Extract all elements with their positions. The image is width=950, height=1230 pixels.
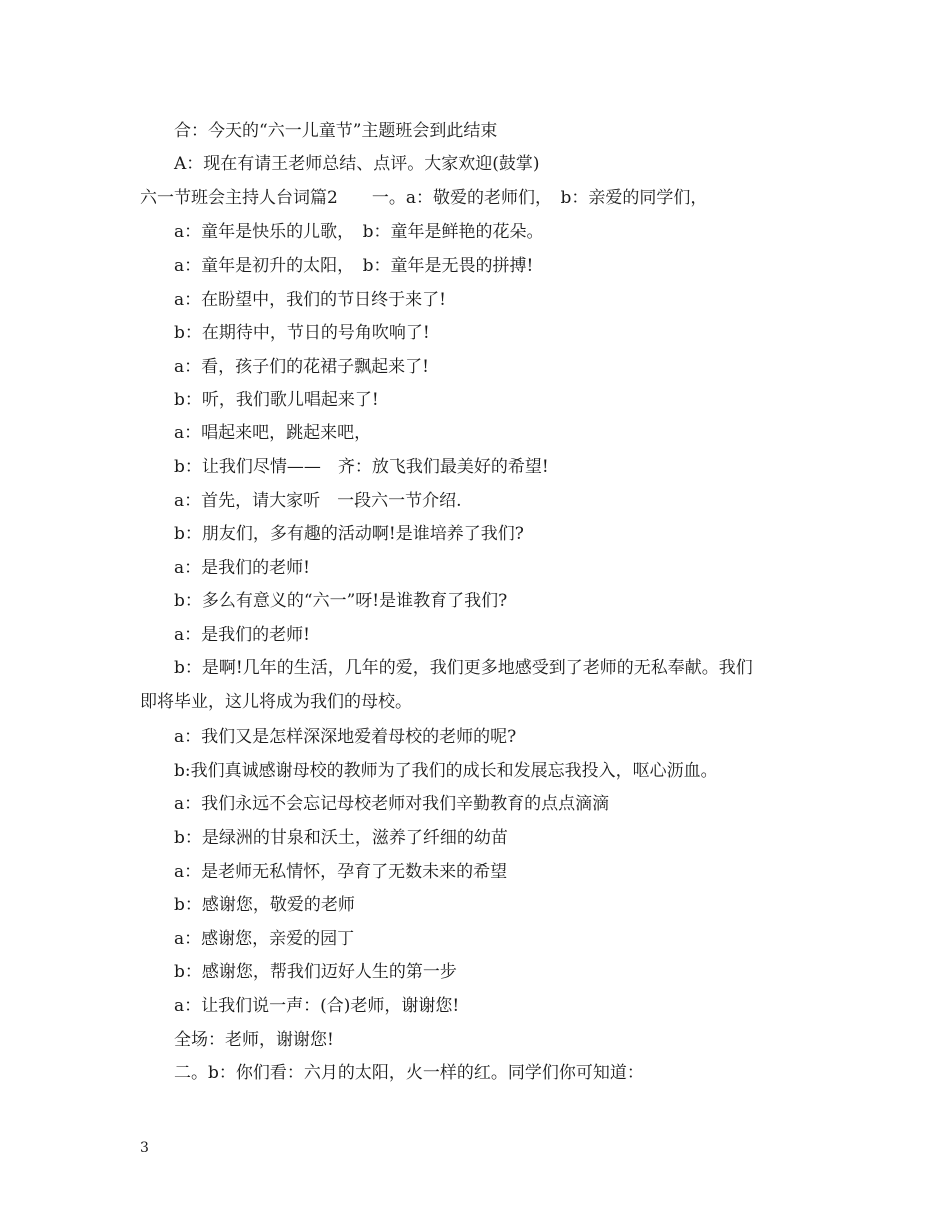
text-line: a：童年是初升的太阳， b：童年是无畏的拼搏!	[174, 256, 534, 276]
text-line: 二。b：你们看：六月的太阳，火一样的红。同学们你可知道：	[174, 1063, 644, 1083]
text-line: a：唱起来吧，跳起来吧，	[174, 423, 372, 443]
text-line: a：首先，请大家听 一段六一节介绍.	[174, 491, 462, 511]
text-line: a：感谢您，亲爱的园丁	[174, 929, 355, 949]
text-line: b：让我们尽情—— 齐：放飞我们最美好的希望!	[174, 457, 549, 477]
page-number: 3	[140, 1140, 149, 1156]
text-line: b：多么有意义的“六一”呀!是谁教育了我们?	[174, 591, 508, 611]
text-line: a：我们永远不会忘记母校老师对我们辛勤教育的点点滴滴	[174, 794, 610, 814]
text-line: a：我们又是怎样深深地爱着母校的老师的呢?	[174, 727, 517, 747]
text-line: b：听，我们歌儿唱起来了!	[174, 390, 379, 410]
text-line: b：是绿洲的甘泉和沃土，滋养了纤细的幼苗	[174, 828, 508, 848]
text-line: b：朋友们，多有趣的活动啊!是谁培养了我们?	[174, 524, 524, 544]
text-line: 全场：老师，谢谢您!	[174, 1030, 334, 1050]
text-line: b：在期待中，节日的号角吹响了!	[174, 323, 430, 343]
text-line: 合：今天的“六一儿童节”主题班会到此结束	[174, 121, 498, 141]
text-line: b:我们真诚感谢母校的教师为了我们的成长和发展忘我投入，呕心沥血。	[174, 761, 718, 781]
text-line: a：是老师无私情怀，孕育了无数未来的希望	[174, 862, 508, 882]
text-line: b：感谢您，敬爱的老师	[174, 895, 355, 915]
text-line: b：是啊!几年的生活，几年的爱，我们更多地感受到了老师的无私奉献。我们	[174, 658, 753, 678]
text-line: a：在盼望中，我们的节日终于来了!	[174, 290, 446, 310]
text-line: a：是我们的老师!	[174, 625, 310, 645]
text-line: a：让我们说一声：(合)老师，谢谢您!	[174, 996, 460, 1016]
text-line: A：现在有请王老师总结、点评。大家欢迎(鼓掌)	[174, 154, 540, 174]
text-line: 六一节班会主持人台词篇2 一。a：敬爱的老师们， b：亲爱的同学们，	[140, 188, 708, 208]
text-line: a：是我们的老师!	[174, 558, 310, 578]
text-line: a：看，孩子们的花裙子飘起来了!	[174, 357, 429, 377]
text-line: 即将毕业，这儿将成为我们的母校。	[140, 692, 412, 712]
text-line: b：感谢您，帮我们迈好人生的第一步	[174, 962, 457, 982]
text-line: a：童年是快乐的儿歌， b：童年是鲜艳的花朵。	[174, 222, 544, 242]
